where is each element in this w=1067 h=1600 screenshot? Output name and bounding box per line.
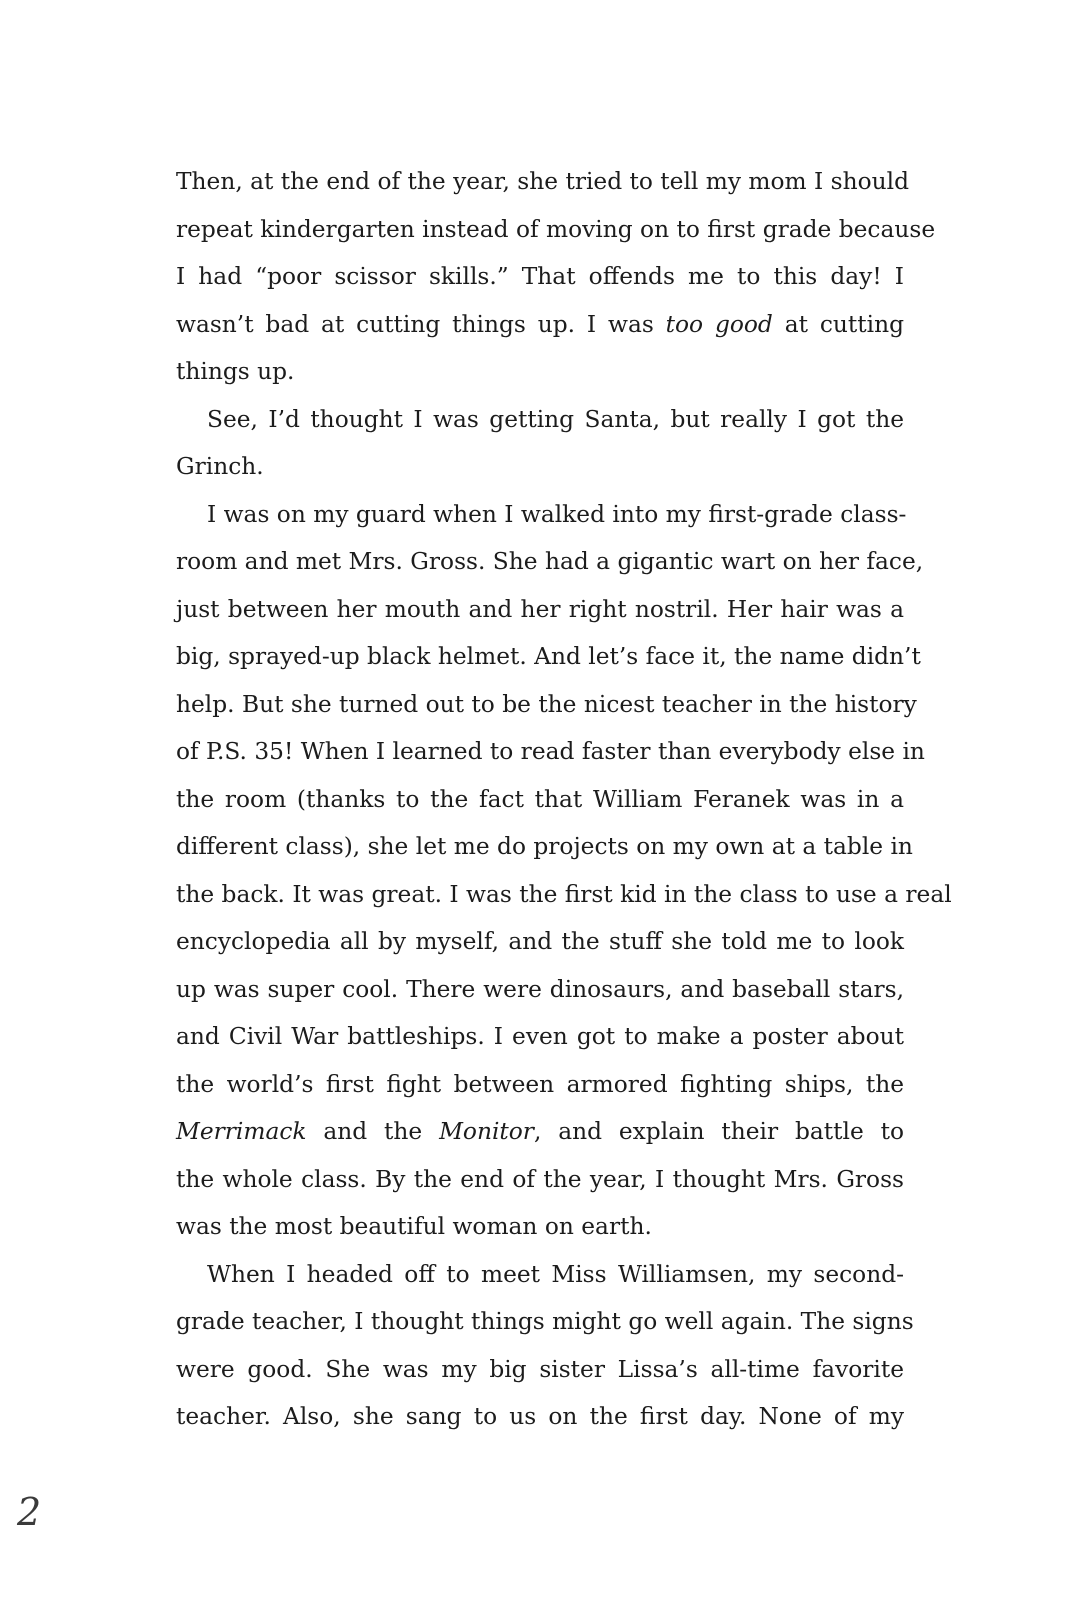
- text-line: I had “poor scissor skills.” That offends me to this day! I: [176, 263, 904, 290]
- text-line: repeat kindergarten instead of moving on to first grade because: [176, 215, 936, 243]
- text-line: and Civil War battleships. I even got to make a poster about: [176, 1023, 904, 1050]
- text-line: the whole class. By the end of the year, I thought Mrs. Gross: [176, 1165, 904, 1193]
- text-line: things up.: [176, 358, 295, 385]
- page-body: [176, 158, 952, 1441]
- text-line: When I headed off to meet Miss Williamsen, my second-: [207, 1260, 904, 1288]
- text-line: the back. It was great. I was the first kid in the class to use a real: [176, 880, 952, 908]
- text-line: See, I’d thought I was getting Santa, but really I got the: [207, 405, 904, 433]
- text-line: were good. She was my big sister Lissa’s all-time favorite: [176, 1355, 904, 1383]
- text-line: teacher. Also, she sang to us on the first day. None of my: [176, 1403, 904, 1430]
- paragraph: [176, 396, 904, 491]
- text-line: up was super cool. There were dinosaurs, and baseball stars,: [176, 975, 904, 1003]
- text-line: big, sprayed-up black helmet. And let’s face it, the name didn’t: [176, 643, 921, 670]
- paragraph: [176, 158, 936, 396]
- text-line: I was on my guard when I walked into my first-grade class-: [207, 500, 907, 528]
- text-line: was the most beautiful woman on earth.: [176, 1213, 652, 1240]
- text-line: of P.S. 35! When I learned to read faster than everybody else in: [176, 738, 925, 765]
- text-line: Merrimack and the Monitor, and explain their battle to: [176, 1118, 904, 1145]
- text-line: help. But she turned out to be the nicest teacher in the history: [176, 690, 917, 718]
- text-line: the room (thanks to the fact that William Feranek was in a: [176, 785, 904, 813]
- text-line: grade teacher, I thought things might go well again. The signs: [176, 1308, 914, 1335]
- text-line: different class), she let me do projects on my own at a table in: [176, 833, 913, 860]
- text-line: the world’s first fight between armored fighting ships, the: [176, 1070, 904, 1098]
- text-line: encyclopedia all by myself, and the stuff she told me to look: [176, 928, 904, 955]
- paragraph: [176, 491, 952, 1251]
- paragraph: [176, 1251, 914, 1441]
- page-number: 2: [17, 1490, 43, 1534]
- text-line: wasn’t bad at cutting things up. I was too good at cutting: [176, 310, 904, 338]
- text-line: room and met Mrs. Gross. She had a gigantic wart on her face,: [176, 548, 924, 575]
- text-line: just between her mouth and her right nostril. Her hair was a: [176, 595, 904, 623]
- text-line: Then, at the end of the year, she tried to tell my mom I should: [176, 168, 909, 195]
- text-line: Grinch.: [176, 453, 264, 480]
